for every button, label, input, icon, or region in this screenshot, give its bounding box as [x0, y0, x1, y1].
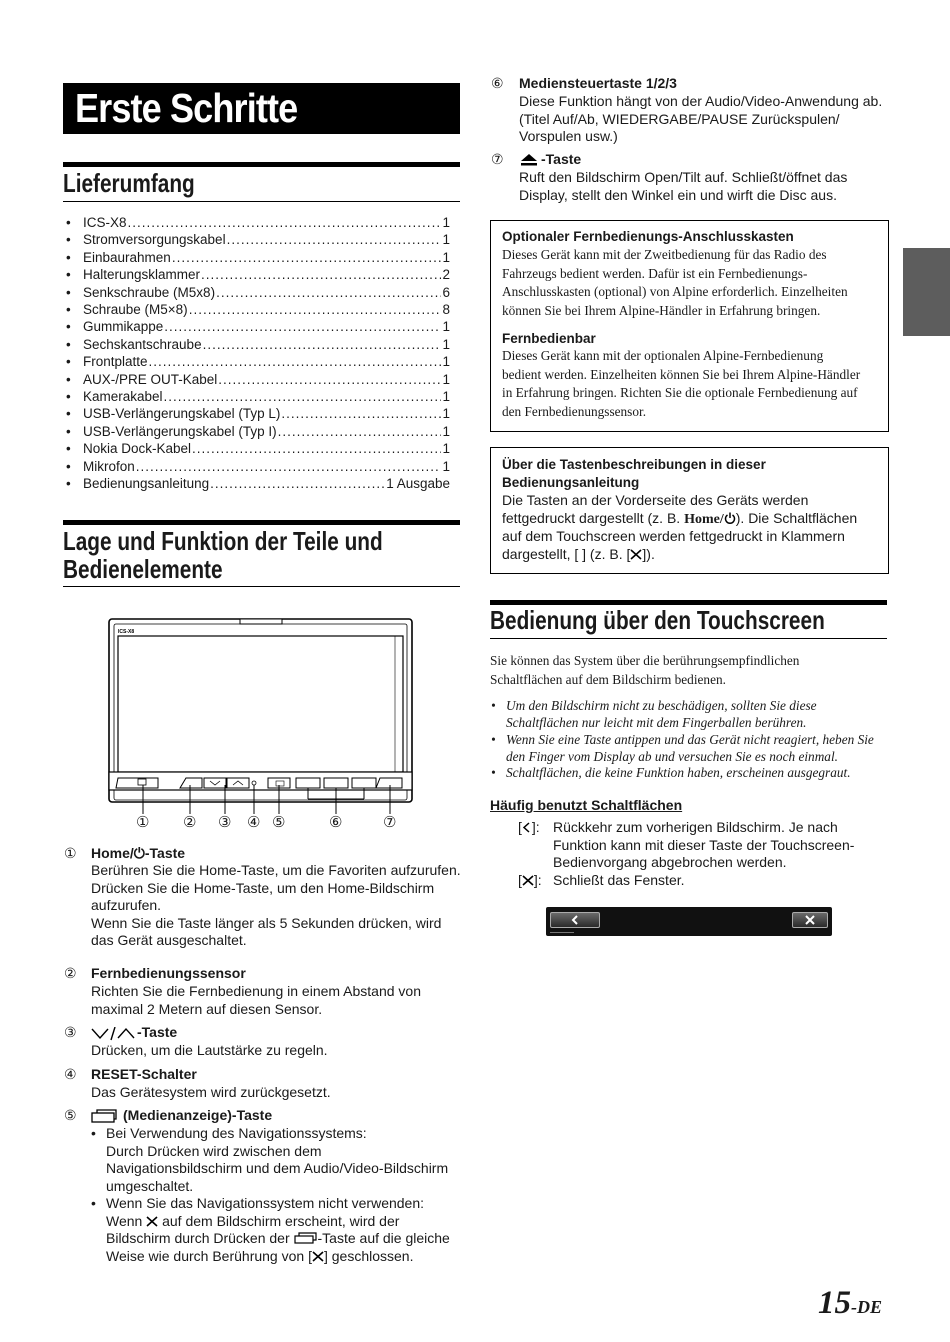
leader-dots — [218, 371, 441, 388]
leader-dots — [210, 475, 385, 492]
item-name: Schraube (M5×8) — [83, 302, 188, 318]
item-name: Einbaurahmen — [83, 249, 171, 265]
part-number: ① — [64, 845, 77, 861]
callout-1: ① — [136, 814, 150, 831]
leader-dots — [203, 336, 442, 353]
leader-dots — [227, 231, 442, 248]
section-title-touchscreen: Bedienung über den Touchscreen — [490, 605, 825, 635]
chapter-tab — [903, 248, 950, 336]
bullet: • — [91, 1125, 96, 1141]
bullet: • — [66, 336, 71, 352]
device-diagram — [100, 612, 425, 842]
item-quantity: 1 — [442, 354, 450, 370]
item-quantity: 1 — [442, 406, 450, 422]
bullet: • — [66, 284, 71, 300]
leader-dots — [192, 440, 441, 457]
list-item — [66, 405, 450, 422]
item-quantity: 1 — [442, 441, 450, 457]
list-item — [66, 388, 450, 405]
item-name: USB-Verlängerungskabel (Typ I) — [83, 423, 277, 439]
leader-dots — [281, 405, 441, 422]
device-model-label: ICS-X8 — [118, 629, 135, 635]
list-item — [66, 301, 450, 318]
section-title-lieferumfang: Lieferumfang — [63, 168, 195, 198]
list-item — [66, 318, 450, 335]
part-description: Berühren Sie die Home-Taste, um die Favoriten aufzurufen. Drücken Sie die Home-Taste, um den Home-Bildschirm aufzurufen. Wenn Sie die Taste länger als 5 Sekunden drücken, wird das Gerät ausgeschaltet. — [91, 862, 461, 949]
back-button-label: [ ]: — [518, 819, 540, 835]
eject-icon — [520, 153, 538, 166]
part-description: Ruft den Bildschirm Open/Tilt auf. Schließt/öffnet das Display, stellt den Winkel ein und wirft die Disc aus. — [519, 169, 848, 203]
bullet: • — [66, 476, 71, 492]
bullet: • — [66, 441, 71, 457]
item-name: Mikrofon — [83, 458, 135, 474]
item-quantity: 1 — [442, 232, 450, 248]
list-item — [66, 353, 450, 370]
close-icon — [312, 1251, 324, 1262]
volume-down-up-icon — [91, 1027, 137, 1041]
list-item — [66, 475, 450, 492]
item-name: Gummikappe — [83, 319, 164, 335]
list-item — [66, 458, 450, 475]
bullet: • — [66, 302, 71, 318]
list-item — [66, 249, 450, 266]
leader-dots — [149, 353, 442, 370]
part-description: Das Gerätesystem wird zurückgesetzt. — [91, 1084, 331, 1100]
leader-dots — [201, 266, 441, 283]
part-number: ② — [64, 965, 77, 981]
info-box-text: Die Tasten an der Vorderseite des Geräts werden fettgedruckt dargestellt (z. B. Home/ ). Die Schaltflächen auf dem Touchscreen werden fettgedruckt in Klammern dargestellt, [ ] (z. B. [ ]). — [502, 492, 858, 562]
back-button-description: Rückkehr zum vorherigen Bildschirm. Je nach Funktion kann mit dieser Taste der Touchscreen- Bedienvorgang abgebrochen werden. — [553, 819, 855, 871]
leader-dots — [172, 249, 442, 266]
list-item — [66, 371, 450, 388]
part-number: ④ — [64, 1066, 77, 1082]
list-item — [66, 214, 450, 231]
close-button[interactable] — [792, 912, 828, 928]
close-icon — [630, 549, 642, 560]
info-box-heading: Optionaler Fernbedienungs-Anschlusskasten — [502, 229, 794, 244]
bullet: • — [66, 267, 71, 283]
caution-text: Schaltflächen, die keine Funktion haben, erscheinen ausgegraut. — [506, 765, 851, 780]
list-item — [66, 336, 450, 353]
leader-dots — [216, 284, 441, 301]
list-item — [66, 423, 450, 440]
item-quantity: 1 — [442, 319, 450, 335]
section-underline — [63, 201, 460, 202]
close-button-label: [ ]: — [518, 872, 542, 888]
item-quantity: 1 Ausgabe — [386, 476, 450, 492]
touchscreen-intro: Sie können das System über die berührungsempfindlichen Schaltflächen auf dem Bildschirm bedienen. — [490, 653, 800, 687]
back-chevron-icon — [522, 822, 532, 833]
item-name: AUX-/PRE OUT-Kabel — [83, 371, 218, 387]
part-heading: (Medienanzeige)-Taste — [123, 1107, 273, 1123]
item-quantity: 8 — [442, 302, 450, 318]
caution-text: Um den Bildschirm nicht zu beschädigen, sollten Sie diese Schaltflächen nur leicht mit dem Fingerballen berühren. — [506, 698, 817, 730]
leader-dots — [164, 388, 442, 405]
bullet: • — [491, 732, 496, 747]
item-quantity: 1 — [442, 249, 450, 265]
section-title-parts-line1: Lage und Funktion der Teile und — [63, 526, 383, 556]
part-description: Drücken, um die Lautstärke zu regeln. — [91, 1042, 328, 1058]
section-title-parts-line2: Bedienelemente — [63, 554, 223, 584]
bullet: • — [66, 354, 71, 370]
callout-4: ④ — [247, 814, 261, 831]
item-quantity: 1 — [442, 458, 450, 474]
part-heading: -Taste — [541, 151, 582, 167]
part-description: Bei Verwendung des Navigationssystems: Durch Drücken wird zwischen dem Navigationsbildschirm und dem Audio/Video-Bildschirm umgeschaltet. — [106, 1125, 449, 1194]
list-item — [66, 284, 450, 301]
leader-dots — [128, 214, 442, 231]
part-heading: Home/⏻-Taste — [91, 845, 186, 861]
item-name: Bedienungsanleitung — [83, 476, 210, 492]
part-description: Wenn Sie das Navigationssystem nicht verwenden: Wenn auf dem Bildschirm erscheint, wird der Bildschirm durch Drücken der -Taste auf die gleiche Weise wie durch Berührung von [ ] geschlossen. — [106, 1195, 450, 1264]
bullet: • — [66, 249, 71, 265]
close-button-description: Schließt das Fenster. — [553, 872, 685, 888]
item-name: USB-Verlängerungskabel (Typ L) — [83, 406, 281, 422]
close-icon — [522, 875, 534, 886]
back-button[interactable] — [550, 912, 600, 928]
part-number: ③ — [64, 1024, 77, 1040]
callout-2: ② — [183, 814, 197, 831]
bullet: • — [66, 406, 71, 422]
item-name: Stromversorgungskabel — [83, 232, 226, 248]
item-quantity: 1 — [442, 336, 450, 352]
item-name: Nokia Dock-Kabel — [83, 441, 192, 457]
part-number: ⑦ — [491, 151, 504, 167]
part-heading: Fernbedienungssensor — [91, 965, 246, 981]
part-number: ⑥ — [491, 75, 504, 91]
callout-5: ⑤ — [272, 814, 286, 831]
power-icon — [724, 512, 736, 524]
supply-list — [66, 214, 450, 493]
strip-divider — [550, 932, 574, 937]
bullet: • — [66, 458, 71, 474]
section-underline — [63, 586, 460, 587]
item-quantity: 1 — [442, 389, 450, 405]
section-bar — [63, 520, 460, 525]
callout-7: ⑦ — [383, 814, 397, 831]
leader-dots — [189, 301, 442, 318]
bullet: • — [491, 765, 496, 780]
part-heading: Mediensteuertaste 1/2/3 — [519, 75, 677, 91]
info-box-heading: Über die Tastenbeschreibungen in dieser Bedienungsanleitung — [502, 457, 766, 490]
info-box-text: Dieses Gerät kann mit der optionalen Alpine-Fernbedienung bedient werden. Einzelheiten können Sie bei Ihrem Alpine-Händler in Erfahrung bringen. Richten Sie die optionale Fernbedienung auf den Fernbedienungssensor. — [502, 348, 861, 419]
bullet: • — [66, 389, 71, 405]
list-item — [66, 440, 450, 457]
item-name: Sechskantschraube — [83, 336, 202, 352]
frequent-buttons-heading: Häufig benutzt Schaltflächen — [490, 797, 683, 813]
info-box-heading: Fernbedienbar — [502, 331, 596, 346]
media-display-icon — [91, 1109, 117, 1123]
bullet: • — [66, 371, 71, 387]
part-description: Richten Sie die Fernbedienung in einem Abstand von maximal 2 Metern auf diesen Sensor. — [91, 983, 421, 1017]
section-bar — [63, 162, 460, 167]
bullet: • — [66, 423, 71, 439]
item-name: Kamerakabel — [83, 389, 163, 405]
leader-dots — [278, 423, 442, 440]
item-name: ICS-X8 — [83, 215, 127, 230]
bullet: • — [91, 1195, 96, 1211]
part-number: ⑤ — [64, 1107, 77, 1123]
section-underline — [490, 638, 887, 639]
part-heading: RESET-Schalter — [91, 1066, 197, 1082]
media-display-icon — [294, 1232, 318, 1244]
bullet: • — [491, 698, 496, 713]
item-quantity: 1 — [442, 371, 450, 387]
info-box-text: Dieses Gerät kann mit der Zweitbedienung für das Radio des Fahrzeugs bedient werden. Dafür ist ein Fernbedienungs- Anschlusskasten (optional) von Alpine erforderlich. Einzelheiten können Sie bei Ihrem Alpine-Händler in Erfahrung bringen. — [502, 247, 848, 318]
item-quantity: 6 — [442, 284, 450, 300]
bullet: • — [66, 215, 71, 230]
screen-strip — [546, 907, 832, 936]
page-number: 15-DE — [818, 1285, 882, 1321]
list-item — [66, 266, 450, 283]
item-quantity: 1 — [442, 215, 450, 230]
bullet: • — [66, 232, 71, 248]
close-icon — [805, 915, 815, 925]
page-title-banner — [63, 83, 460, 134]
callout-6: ⑥ — [329, 814, 343, 831]
leader-dots — [136, 458, 442, 475]
leader-dots — [164, 318, 441, 335]
part-description: Diese Funktion hängt von der Audio/Video-Anwendung ab. (Titel Auf/Ab, WIEDERGABE/PAUSE Zurückspulen/ Vorspulen usw.) — [519, 93, 883, 145]
caution-text: Wenn Sie eine Taste antippen und das Gerät nicht reagiert, heben Sie den Finger vom Display ab und versuchen Sie es noch einmal. — [506, 732, 874, 764]
page-title: Erste Schritte — [75, 85, 298, 131]
back-chevron-icon — [570, 915, 580, 925]
item-name: Frontplatte — [83, 354, 148, 370]
list-item — [66, 231, 450, 248]
callout-3: ③ — [218, 814, 232, 831]
item-name: Senkschraube (M5x8) — [83, 284, 216, 300]
bullet: • — [66, 319, 71, 335]
item-name: Halterungsklammer — [83, 267, 201, 283]
close-icon — [146, 1216, 158, 1227]
part-heading: -Taste — [137, 1024, 178, 1040]
item-quantity: 2 — [442, 267, 450, 283]
item-quantity: 1 — [442, 423, 450, 439]
